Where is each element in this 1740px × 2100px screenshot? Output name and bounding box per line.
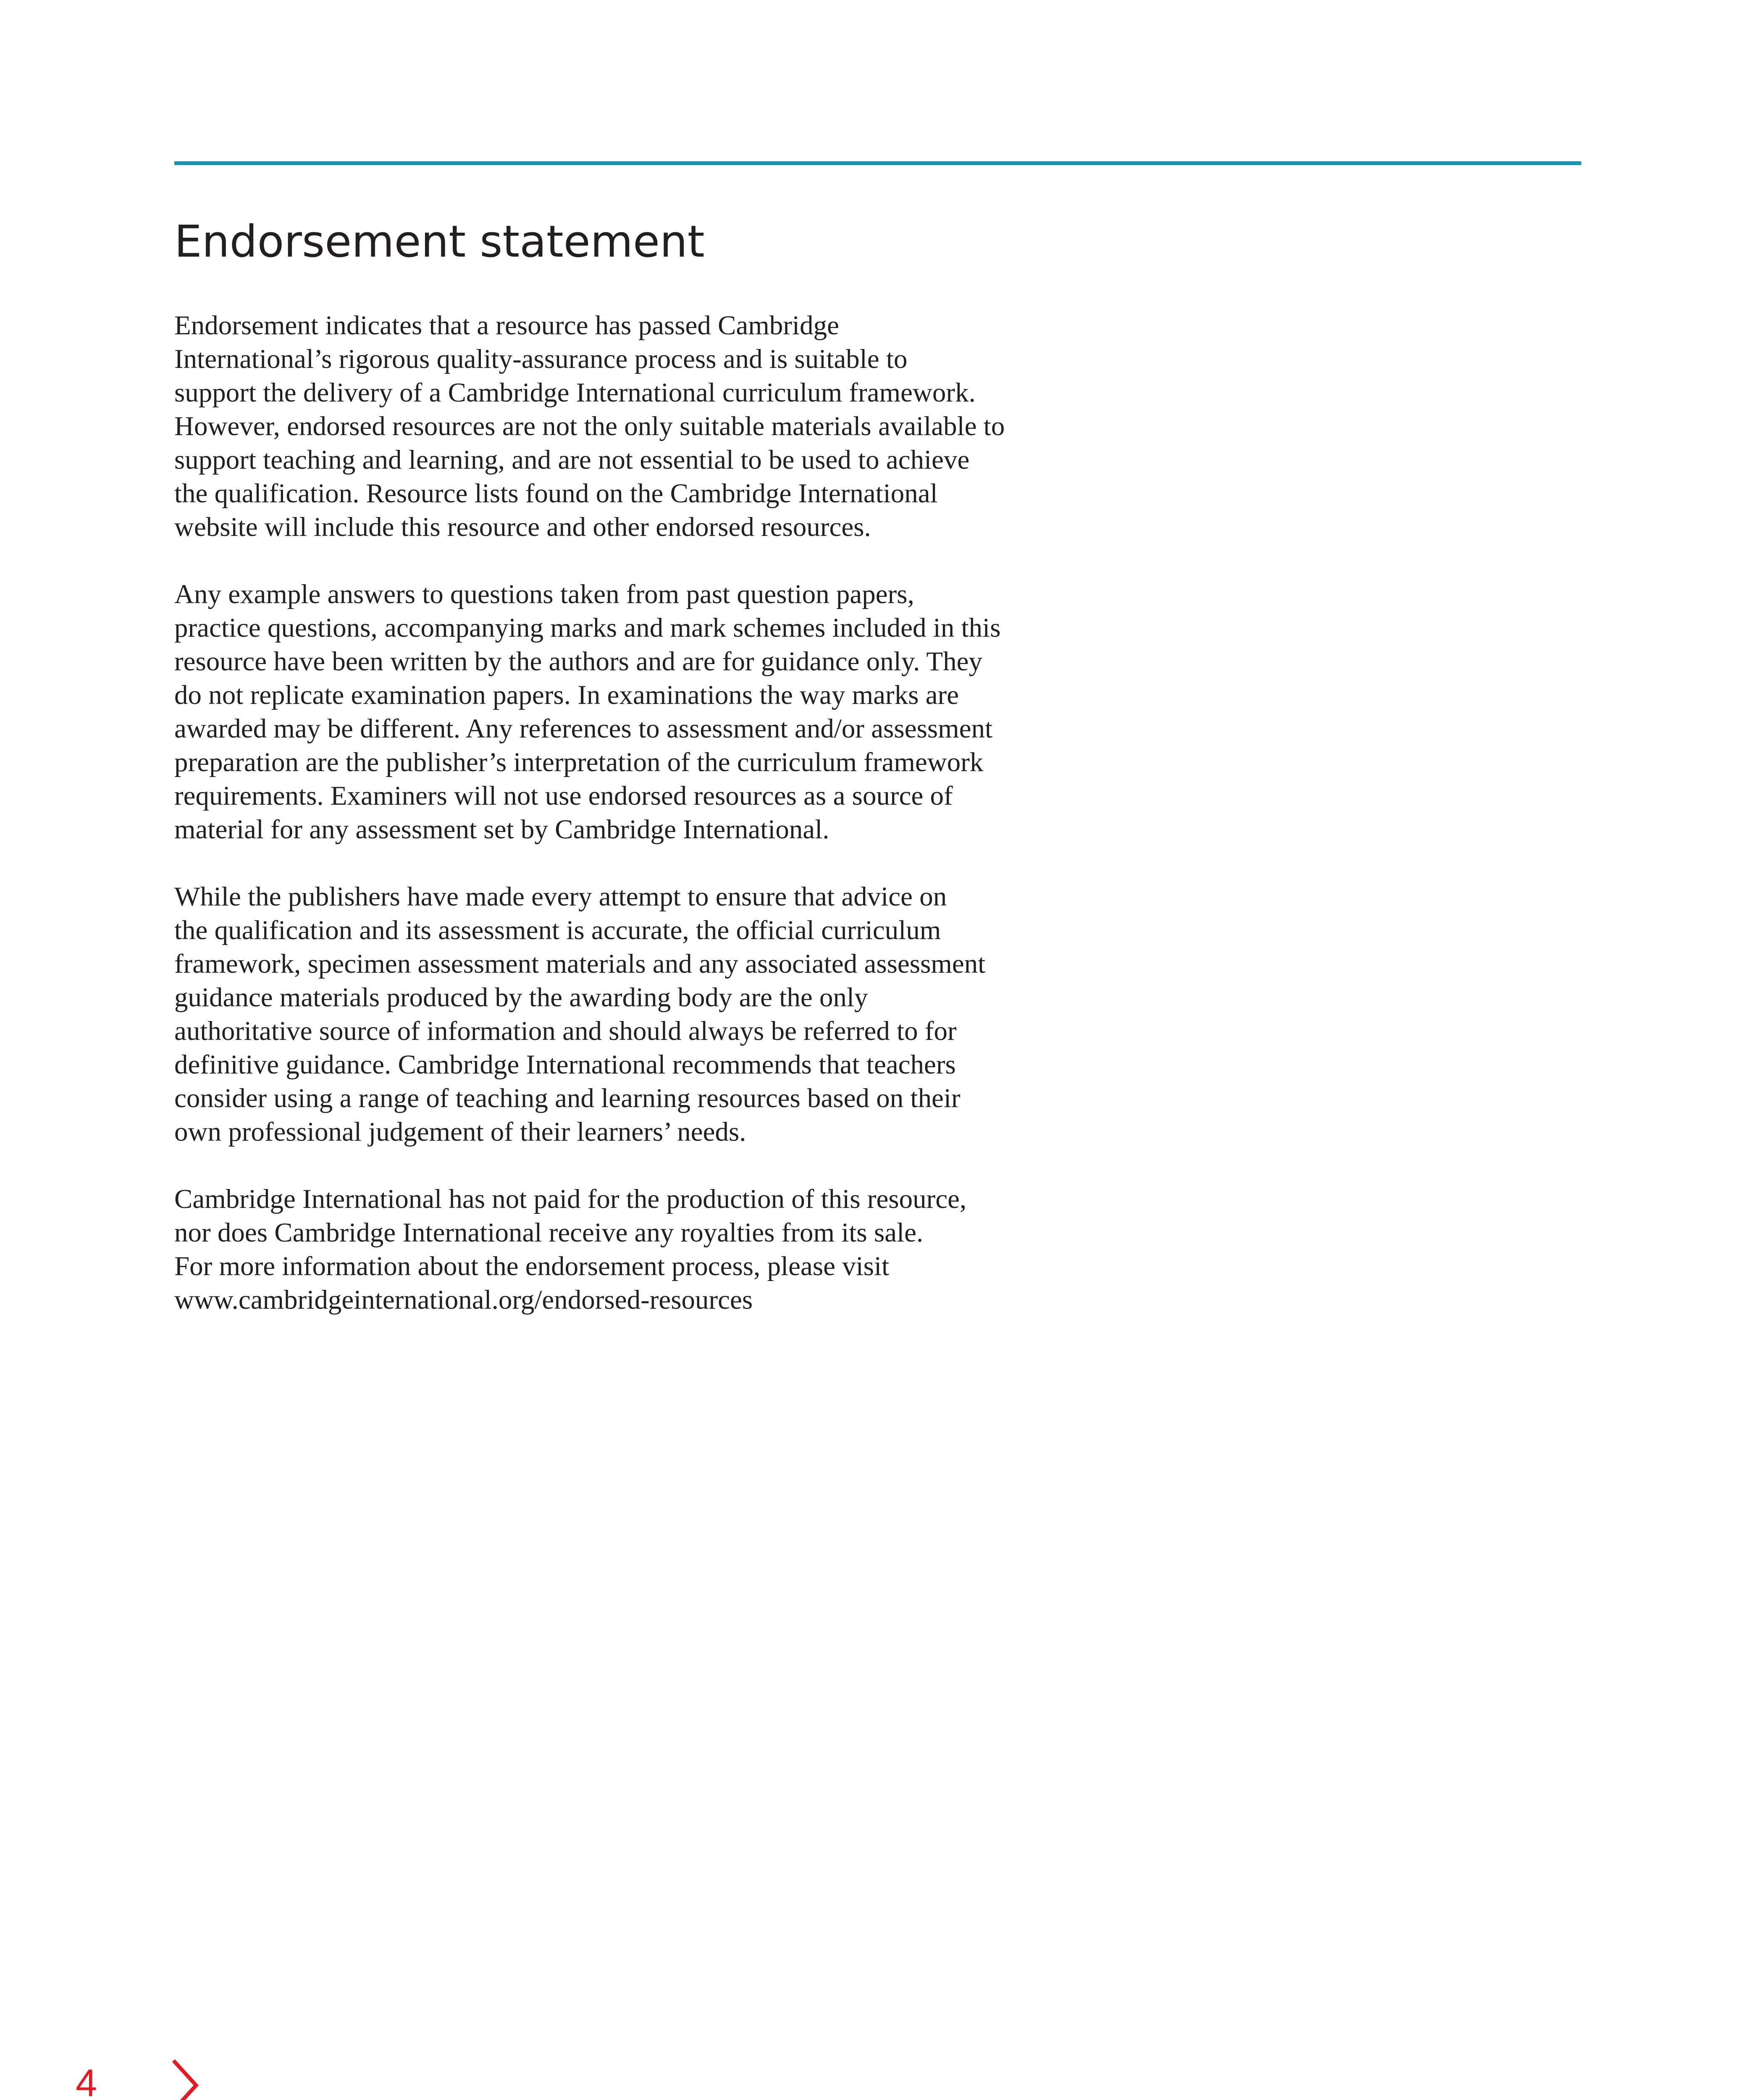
text-line: nor does Cambridge International receive any royalties from its sale.: [174, 1218, 924, 1248]
paragraph-publisher-advice: [174, 880, 1098, 1149]
text-line: the qualification and its assessment is accurate, the official curriculum: [174, 915, 941, 945]
text-line: support the delivery of a Cambridge International curriculum framework.: [174, 378, 976, 408]
text-line: definitive guidance. Cambridge International recommends that teachers: [174, 1050, 956, 1080]
endorsed-resources-link[interactable]: www.cambridgeinternational.org/endorsed-resources: [174, 1285, 753, 1315]
text-line: However, endorsed resources are not the only suitable materials available to: [174, 411, 1005, 441]
text-line: While the publishers have made every attempt to ensure that advice on: [174, 882, 947, 912]
text-line: awarded may be different. Any references to assessment and/or assessment: [174, 714, 993, 744]
text-line: International’s rigorous quality-assurance process and is suitable to: [174, 344, 908, 374]
text-line: Cambridge International has not paid for the production of this resource,: [174, 1184, 967, 1214]
text-line: framework, specimen assessment materials and any associated assessment: [174, 949, 986, 979]
text-line: For more information about the endorsement process, please visit: [174, 1251, 890, 1281]
text-line: preparation are the publisher’s interpretation of the curriculum framework: [174, 747, 984, 777]
text-line: material for any assessment set by Cambridge International.: [174, 814, 829, 845]
text-line: consider using a range of teaching and learning resources based on their: [174, 1083, 961, 1113]
chevron-right-icon[interactable]: [170, 2058, 199, 2100]
text-line: requirements. Examiners will not use endorsed resources as a source of: [174, 781, 953, 811]
text-line: resource have been written by the authors and are for guidance only. They: [174, 646, 982, 677]
text-line: Any example answers to questions taken from past question papers,: [174, 579, 914, 609]
text-line: guidance materials produced by the awarding body are the only: [174, 982, 868, 1013]
text-line: Endorsement indicates that a resource has passed Cambridge: [174, 310, 839, 341]
text-line: authoritative source of information and should always be referred to for: [174, 1016, 957, 1046]
body-text: [174, 309, 1098, 1350]
page-heading: Endorsement statement: [174, 216, 705, 267]
header-rule: [174, 161, 1581, 165]
paragraph-endorsement-meaning: [174, 309, 1098, 544]
text-line: the qualification. Resource lists found on the Cambridge International: [174, 478, 938, 509]
paragraph-royalties: [174, 1182, 1098, 1317]
text-line: support teaching and learning, and are not essential to be used to achieve: [174, 445, 970, 475]
paragraph-example-answers: [174, 578, 1098, 846]
page-number: 4: [76, 2062, 97, 2100]
text-line: practice questions, accompanying marks and mark schemes included in this: [174, 613, 1001, 643]
text-line: own professional judgement of their learners’ needs.: [174, 1117, 746, 1147]
text-line: do not replicate examination papers. In examinations the way marks are: [174, 680, 959, 710]
text-line: website will include this resource and other endorsed resources.: [174, 512, 871, 542]
